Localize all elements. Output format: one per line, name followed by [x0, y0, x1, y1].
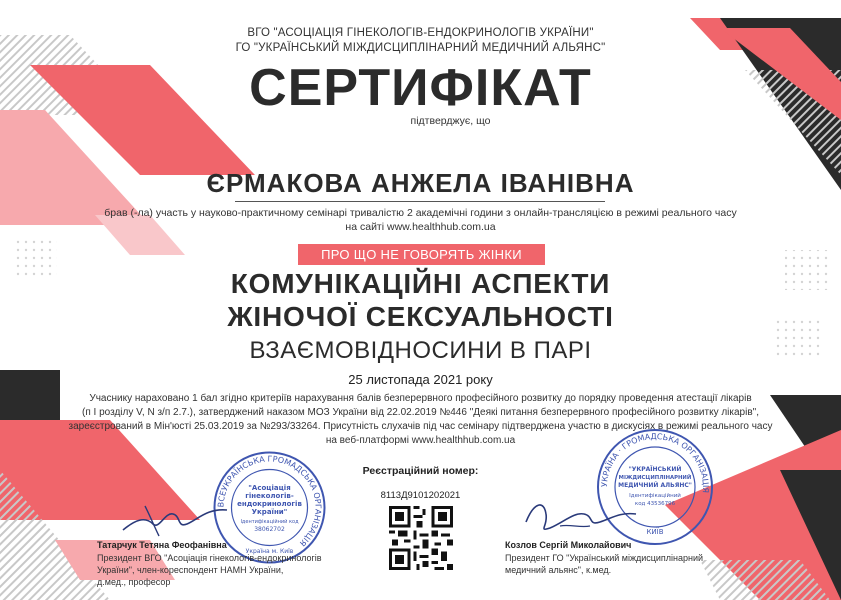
right-seal-bottom: КИЇВ [646, 528, 664, 536]
right-seal-center-1: "УКРАЇНСЬКИЙ [628, 466, 682, 473]
left-signature [115, 494, 235, 539]
left-signatory-desc-2: України", член-кореспондент НАМН України, [97, 565, 284, 575]
left-seal-center-3: ендокринологів [237, 500, 302, 508]
subtopic: ВЗАЄМОВІДНОСИНИ В ПАРІ [249, 337, 592, 364]
left-seal-center-2: гінекологів- [245, 492, 294, 500]
right-signatory-desc-1: Президент ГО "Український міждисциплінарний [505, 553, 704, 563]
name-underline [235, 201, 605, 202]
left-signatory-name: Татарчук Тетяна Феофанівна [97, 540, 227, 550]
left-signatory-desc-3: д.мед., професор [97, 577, 171, 587]
qr-code-icon [389, 506, 453, 570]
right-signatory-desc-2: медичний альянс", к.мед. [505, 565, 612, 575]
left-seal-ring-text: ВСЕУКРАЇНСЬКА ГРОМАДСЬКА ОРГАНІЗАЦІЯ [216, 454, 323, 548]
registration-label: Реєстраційний номер: [362, 465, 479, 477]
credits-line-2: (п I розділу V, N з/п 2.7.), затверджений наказом МОЗ України від 22.02.2019 №446 "Деякі питання безперервного професійного розвитку лікарів", [82, 407, 759, 418]
left-seal-bottom: Україна м. Київ [245, 548, 294, 555]
left-signatory-desc-1: Президент ВГО "Асоціація гінекологів-ендокринологів [97, 553, 322, 563]
credits-line-3: зареєстрований в Мін'юсті 25.03.2019 за №293/33264. Присутність слухачів під час семінару підтверджена участю в дискусіях в режимі реального часу [68, 421, 773, 432]
org-line-1: ВГО "АСОЦІАЦІЯ ГІНЕКОЛОГІВ-ЕНДОКРИНОЛОГІВ УКРАЇНИ" [247, 27, 594, 39]
right-seal-ring-text: УКРАЇНА · ГРОМАДСЬКА ОРГАНІЗАЦІЯ [599, 431, 711, 494]
left-seal-center-1: "Асоціація [248, 484, 291, 492]
seminar-badge: ПРО ЩО НЕ ГОВОРЯТЬ ЖІНКИ [298, 244, 545, 265]
confirms-text: підтверджує, що [410, 115, 491, 127]
participation-line-2: на сайті www.healthhub.com.ua [345, 221, 496, 233]
topic-line-1: КОМУНІКАЦІЙНІ АСПЕКТИ [230, 268, 611, 299]
right-signature [520, 492, 640, 537]
right-seal-code-label: Ідентифікаційний [629, 493, 681, 499]
right-signatory-name: Козлов Сергій Миколайович [505, 540, 632, 550]
right-seal-center-3: МЕДИЧНИЙ АЛЬЯНС" [618, 482, 692, 489]
seminar-date: 25 листопада 2021 року [348, 372, 493, 387]
left-seal-center-4: України" [251, 508, 288, 516]
registration-number: 8113Д9101202021 [380, 490, 461, 501]
right-seal-center-2: МІЖДИСЦИПЛІНАРНИЙ [618, 475, 692, 481]
recipient-name: ЄРМАКОВА АНЖЕЛА ІВАНІВНА [206, 168, 635, 198]
left-seal-code: 38062702 [254, 526, 285, 533]
credits-line-4: на веб-платформі www.healthhub.com.ua [325, 435, 516, 446]
certificate-title: СЕРТИФІКАТ [249, 59, 592, 117]
credits-line-1: Учаснику нараховано 1 бал згідно критеріїв нарахування балів безперервного професійного розвитку до порядку проведення атестації лікарів [89, 393, 752, 404]
topic-line-2: ЖІНОЧОЇ СЕКСУАЛЬНОСТІ [227, 301, 614, 332]
org-line-2: ГО "УКРАЇНСЬКИЙ МІЖДИСЦИПЛІНАРНИЙ МЕДИЧНИЙ АЛЬЯНС" [235, 42, 606, 54]
participation-line-1: брав (-ла) участь у науково-практичному семінарі тривалістю 2 академічні години з онлайн-трансляцією в режимі реального часу [104, 207, 737, 219]
left-seal-code-label: Ідентифікаційний код [240, 519, 299, 525]
right-seal-code: код 43536796 [634, 501, 676, 507]
